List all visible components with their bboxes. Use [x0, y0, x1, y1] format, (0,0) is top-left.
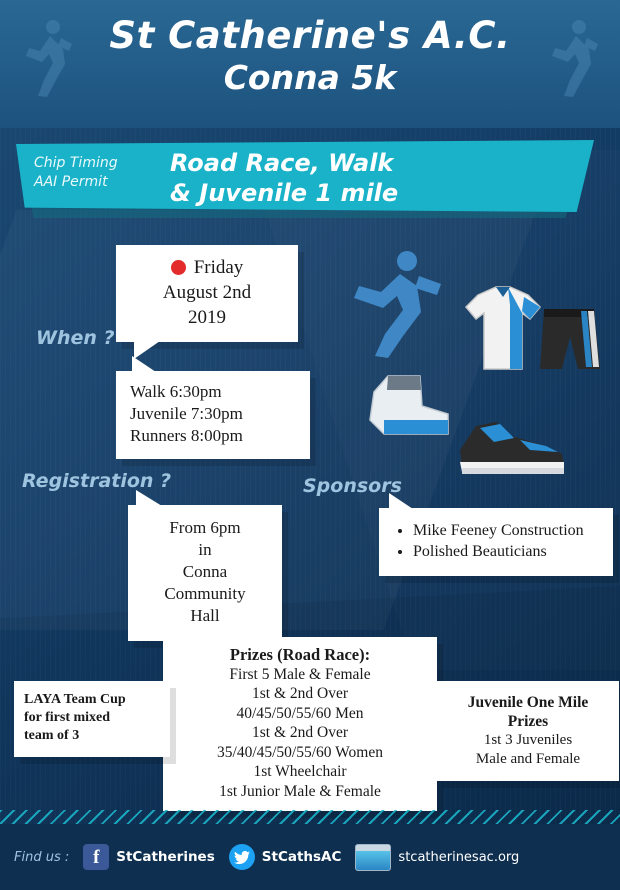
banner-right-text: [170, 148, 398, 208]
team-cup-box: [14, 681, 170, 757]
team-cup-line-1: LAYA Team Cup: [24, 692, 126, 707]
facebook-link[interactable]: [83, 844, 215, 870]
prizes-line-5: 35/40/45/50/55/60 Women: [217, 743, 383, 761]
registration-label: Registration ?: [22, 470, 172, 492]
registration-box-tail: [136, 490, 162, 506]
aai-permit-line: AAI Permit: [34, 174, 108, 190]
prizes-heading: Prizes (Road Race):: [229, 645, 371, 664]
times-box: [116, 371, 310, 459]
team-cup-line-3: team of 3: [24, 728, 80, 743]
poster-footer: [0, 824, 620, 890]
website-icon[interactable]: [355, 844, 391, 871]
chip-timing-line: Chip Timing: [34, 155, 118, 171]
when-label: When ?: [36, 327, 115, 349]
prizes-line-6: 1st Wheelchair: [253, 763, 347, 780]
facebook-handle: StCatherines: [116, 849, 215, 865]
runner-illustration-icon: [345, 250, 445, 360]
time-line-walk: Walk 6:30pm: [130, 382, 222, 401]
team-cup-line-2: for first mixed: [24, 710, 111, 725]
banner-right-line2: & Juvenile 1 mile: [170, 179, 399, 207]
prizes-line-7: 1st Junior Male & Female: [219, 782, 381, 800]
prizes-line-4: 1st & 2nd Over: [251, 724, 348, 741]
website-link[interactable]: [355, 844, 519, 871]
find-us-label: Find us :: [14, 849, 70, 865]
date-box: [116, 245, 298, 342]
facebook-icon[interactable]: f: [83, 844, 109, 870]
sock-icon: [360, 372, 452, 444]
twitter-link[interactable]: [229, 844, 342, 870]
registration-line-5: Hall: [190, 606, 220, 625]
website-icon-image: [356, 851, 390, 870]
sponsors-list: [395, 520, 603, 562]
red-dot-icon: [171, 260, 186, 275]
registration-line-4: Community: [164, 584, 246, 603]
date-line-3: 2019: [188, 307, 226, 328]
runner-icon: [546, 18, 600, 98]
event-banner: [0, 140, 620, 226]
juvenile-prizes-line-2: Male and Female: [475, 751, 581, 767]
registration-box: [128, 505, 282, 641]
prizes-line-2: 1st & 2nd Over: [251, 685, 348, 702]
juvenile-prizes-heading-2: Prizes: [507, 713, 549, 730]
sponsors-label: Sponsors: [303, 475, 402, 497]
registration-line-3: Conna: [182, 562, 228, 581]
poster-header: [0, 0, 620, 128]
banner-left-text: [34, 154, 118, 192]
registration-line-1: From 6pm: [169, 518, 241, 537]
website-url: stcatherinesac.org: [398, 849, 520, 865]
date-line-1-row: [124, 255, 290, 280]
sponsors-box: [379, 508, 613, 576]
running-shoe-icon: [450, 412, 570, 480]
sponsors-box-tail: [389, 493, 413, 509]
prizes-box: [163, 637, 437, 811]
banner-right-line1: Road Race, Walk: [170, 149, 394, 177]
twitter-icon[interactable]: [229, 844, 255, 870]
poster-title-line2: Conna 5k: [223, 58, 397, 97]
time-line-runners: Runners 8:00pm: [130, 426, 243, 445]
jersey-and-shorts-icon: [448, 285, 610, 397]
list-item: • Mike Feeney Construction: [413, 520, 603, 541]
juvenile-prizes-line-1: 1st 3 Juveniles: [483, 732, 573, 748]
prizes-line-1: First 5 Male & Female: [229, 665, 371, 683]
prizes-line-3: 40/45/50/55/60 Men: [236, 704, 364, 722]
times-box-tail: [132, 356, 156, 372]
poster-title-line1: St Catherine's A.C.: [109, 14, 511, 57]
date-line-2: August 2nd: [162, 282, 252, 303]
zigzag-divider: [0, 810, 620, 824]
time-line-juvenile: Juvenile 7:30pm: [130, 404, 243, 423]
twitter-handle: StCathsAC: [261, 849, 342, 865]
list-item: • Polished Beauticians: [413, 541, 603, 562]
juvenile-prizes-box: [437, 681, 619, 781]
runner-icon: [20, 18, 74, 98]
registration-line-2: in: [198, 540, 212, 559]
date-line-1: Friday: [193, 257, 244, 278]
juvenile-prizes-heading-1: Juvenile One Mile: [467, 694, 589, 711]
